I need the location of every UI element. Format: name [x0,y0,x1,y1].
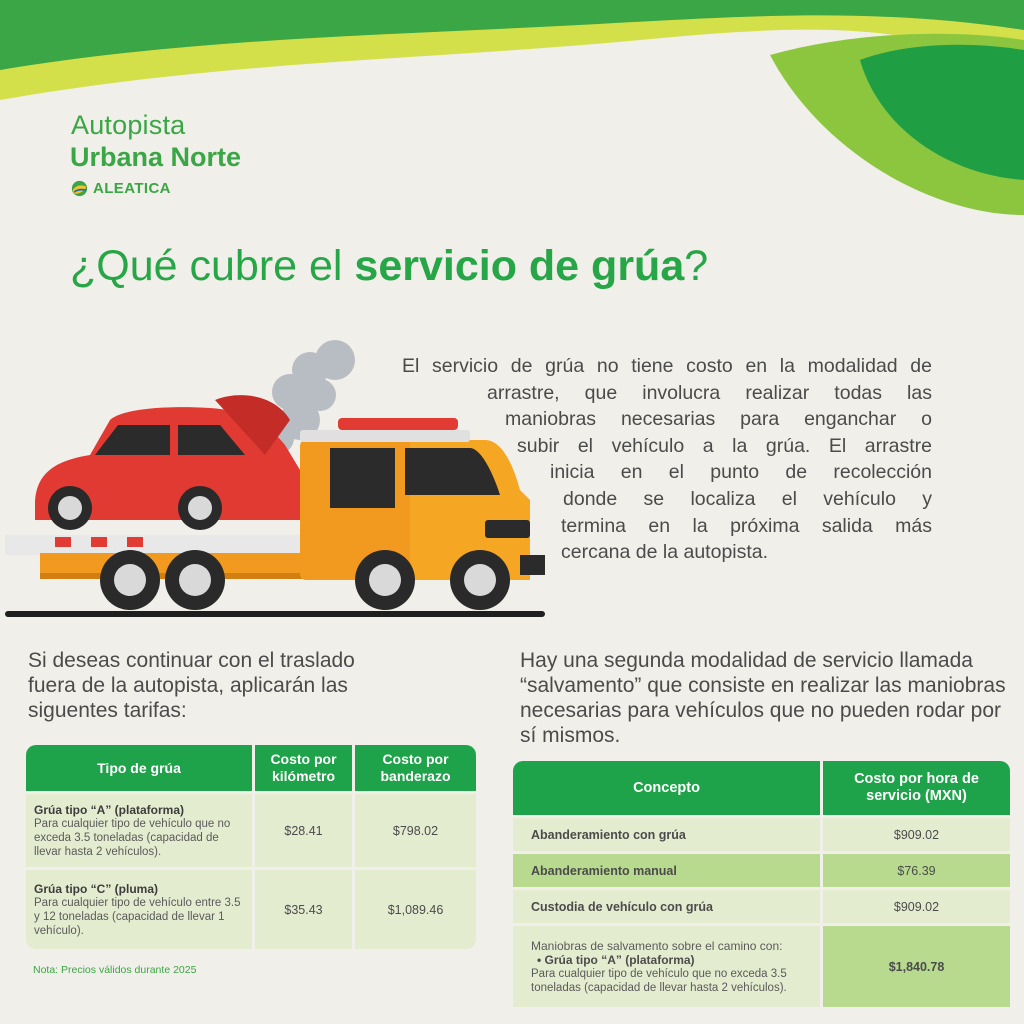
tarifas-intro: Si deseas continuar con el traslado fuera de la autopista, aplicarán las siguentes tarifas: [28,649,355,722]
brand-line-1: Autopista [71,110,186,140]
title-bold: servicio de grúa [354,242,685,290]
cell-banderazo: $1,089.46 [352,867,476,949]
row-title: Grúa tipo “C” (pluma) [34,881,158,896]
salvamento-table [513,761,1010,1007]
intro-line: donde se localiza el vehículo y [563,488,932,510]
table-row [513,887,1010,923]
col-costo-km: Costo por kilómetro [252,745,352,791]
table-row [513,851,1010,887]
row-desc: Para cualquier tipo de vehículo que no exceda 3.5 toneladas (capacidad de llevar hasta 2 vehículos). [34,817,231,858]
col-tipo-grua: Tipo de grúa [26,745,252,791]
intro-line: termina en la próxima salida más [561,514,932,537]
title-prefix: ¿Qué cubre el [70,242,355,290]
tarifas-table [26,745,476,949]
row-title: Grúa tipo “A” (plataforma) [34,802,185,817]
cell-cost: $76.39 [820,851,1010,887]
intro-line: El servicio de grúa no tiene costo en la modalidad de [402,355,932,377]
row-desc: Para cualquier tipo de vehículo que no exceda 3.5 toneladas (capacidad de llevar hasta 2 vehículos). [531,967,787,994]
intro-line: cercana de la autopista. [561,541,769,564]
cell-concept: Abanderamiento manual [513,851,820,887]
row-desc: Para cualquier tipo de vehículo entre 3.5 y 12 toneladas (capacidad de llevar 1 vehículo). [34,896,241,937]
cell-km: $35.43 [252,867,352,949]
row-intro: Maniobras de salvamento sobre el camino con: [531,938,783,953]
prices-note: Nota: Precios válidos durante 2025 [33,964,197,976]
page-title [70,242,708,291]
cell-cost: $909.02 [820,815,1010,851]
brand-aleatica [71,180,171,197]
brand-sub-label: ALEATICA [93,180,171,197]
cell-concept: Custodia de vehículo con grúa [513,887,820,923]
table-row [513,923,1010,1007]
intro-line: inicia en el punto de recolección [550,461,932,484]
aleatica-globe-icon [71,180,88,197]
table-row [26,867,476,949]
brand-line-2: Urbana Norte [70,142,242,172]
salvamento-intro: Hay una segunda modalidad de servicio llamada “salvamento” que consiste en realizar las maniobras necesarias para vehículos que no pueden rodar por sí mismos. [520,649,1006,747]
table-row [513,815,1010,851]
cell-banderazo: $798.02 [352,791,476,867]
table-row [26,791,476,867]
col-costo-banderazo: Costo por banderazo [352,745,476,791]
title-suffix: ? [684,242,709,290]
cell-km: $28.41 [252,791,352,867]
row-bullet: • Grúa tipo “A” (plataforma) [537,952,695,967]
intro-line: maniobras necesarias para enganchar o [505,408,932,431]
col-costo-hora: Costo por hora de servicio (MXN) [820,761,1010,815]
intro-line: subir el vehículo a la grúa. El arrastre [517,434,932,457]
intro-line: arrastre, que involucra realizar todas las [487,381,932,404]
cell-concept: Abanderamiento con grúa [513,815,820,851]
row-bullet-text: Grúa tipo “A” (plataforma) [544,952,695,967]
cell-cost: $909.02 [820,887,1010,923]
cell-cost: $1,840.78 [820,923,1010,1007]
col-concepto: Concepto [513,761,820,815]
